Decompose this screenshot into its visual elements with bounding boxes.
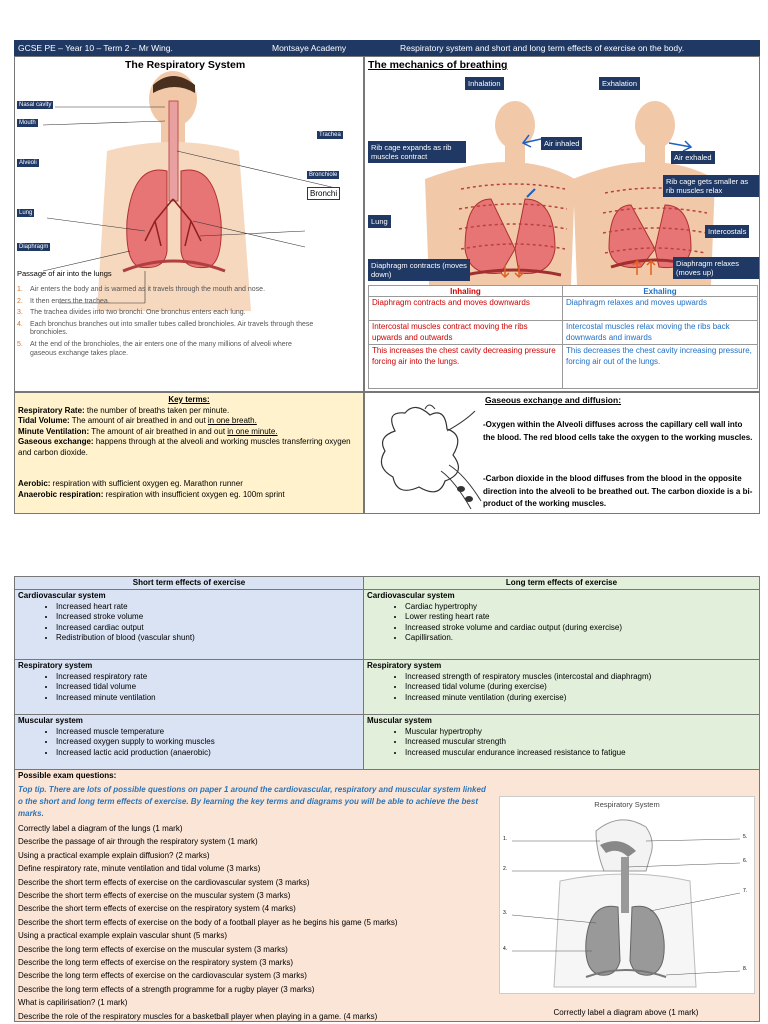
inhaling-cell: This increases the chest cavity decreasing pressure forcing air into the lungs. (368, 344, 563, 389)
exam-question: Using a practical example explain diffusion? (2 marks) (18, 850, 210, 860)
gaseous-panel (364, 392, 760, 514)
term-respiratory-rate: Respiratory Rate: the number of breaths taken per minute. (18, 405, 230, 415)
effect-item: • Increased stroke volume and cardiac output (during exercise) (405, 623, 756, 634)
inhalation-label: Inhalation (465, 77, 504, 90)
exam-question: Describe the role of the respiratory muscles for a basketball player when playing in a game. (4 marks) (18, 1011, 378, 1021)
term-minute-ventilation: Minute Ventilation: The amount of air breathed in and out in one minute. (18, 426, 278, 436)
exam-title: Possible exam questions: (18, 771, 117, 780)
effect-item: • Increased respiratory rate (56, 672, 360, 683)
label-nasal-cavity: Nasal cavity (19, 102, 52, 108)
effect-item: • Capillirsation. (405, 633, 756, 644)
exhaling-cell: Diaphragm relaxes and moves upwards (562, 296, 758, 321)
mechanics-panel (364, 56, 760, 392)
exam-question: Describe the short term effects of exercise on the body of a football player as he begins his game (5 marks) (18, 917, 398, 927)
label-rib-expands: Rib cage expands as rib muscles contract (368, 141, 466, 163)
label-mouth: Mouth (19, 120, 36, 126)
effect-item: • Increased strength of respiratory muscles (intercostal and diaphragm) (405, 672, 756, 683)
passage-step: 1. Air enters the body and is warmed as it travels through the mouth and nose. (17, 286, 266, 293)
diagram-number: 5. (743, 834, 748, 840)
inhaling-header: Inhaling (368, 285, 563, 297)
exam-question: Using a practical example explain vascular shunt (5 marks) (18, 931, 227, 941)
gaseous-co2: -Carbon dioxide in the blood diffuses from the blood in the opposite direction into the alveoli to be breathed out. The carbon dioxide is a bi-product of the working muscles. (483, 474, 753, 508)
effect-item: • Increased stroke volume (56, 612, 360, 623)
exam-question: Describe the short term effects of exercise on the cardiovascular system (3 marks) (18, 877, 310, 887)
blank-lungs-svg (500, 811, 754, 991)
gaseous-title: Gaseous exchange and diffusion: (485, 395, 622, 405)
label-lung-mech: Lung (368, 215, 391, 228)
inhaling-cell: Diaphragm contracts and moves downwards (368, 296, 563, 321)
passage-step: 5. At the end of the bronchioles, the air enters one of the many millions of alveoli where gaseous exchange takes place. (17, 340, 292, 357)
short-cardio (14, 589, 364, 660)
label-trachea: Trachea (319, 132, 341, 138)
effect-item: • Increased muscular endurance increased resistance to fatigue (405, 748, 756, 759)
system-title: Cardiovascular system (367, 591, 455, 600)
effect-item: • Increased heart rate (56, 602, 360, 613)
long-muscular (363, 714, 760, 770)
diagram-number: 2. (503, 866, 508, 872)
exam-question: Define respiratory rate, minute ventilation and tidal volume (3 marks) (18, 864, 261, 874)
term-anaerobic: Anaerobic respiration: respiration with insufficient oxygen eg. 100m sprint (18, 489, 285, 499)
term-aerobic: Aerobic: respiration with sufficient oxygen eg. Marathon runner (18, 479, 243, 488)
effect-item: • Increased minute ventilation (during exercise) (405, 693, 756, 704)
diagram-number: 7. (743, 888, 748, 894)
alveoli-diagram (375, 401, 483, 511)
header-topic: Respiratory system and short and long term effects of exercise on the body. (400, 43, 685, 53)
gaseous-oxygen: -Oxygen within the Alveoli diffuses across the capillary cell wall into the blood. The red blood cells take the oxygen to the working muscles. (483, 420, 753, 442)
exam-question: Describe the short term effects of exercise on the respiratory system (4 marks) (18, 904, 296, 914)
system-title: Cardiovascular system (18, 591, 106, 600)
exam-question: Describe the long term effects of a strength programme for a rugby player (3 marks) (18, 984, 315, 994)
exam-question: Describe the passage of air through the respiratory system (1 mark) (18, 837, 258, 847)
passage-step: 4. Each bronchus branches out into smaller tubes called bronchioles. Air travels through these bronchioles. (17, 320, 314, 337)
effect-item: • Redistribution of blood (vascular shunt) (56, 633, 360, 644)
effect-item: • Muscular hypertrophy (405, 727, 756, 738)
exam-questions (18, 822, 503, 1023)
short-respiratory (14, 659, 364, 715)
exam-question: Describe the long term effects of exercise on the respiratory system (3 marks) (18, 958, 294, 968)
effect-item: • Increased lactic acid production (anaerobic) (56, 748, 360, 759)
system-title: Muscular system (367, 716, 432, 725)
term-tidal-volume: Tidal Volume: The amount of air breathed in and out in one breath. (18, 416, 257, 425)
long-term-header: Long term effects of exercise (363, 576, 760, 590)
blank-diagram (499, 796, 755, 994)
long-respiratory (363, 659, 760, 715)
effect-item: • Increased oxygen supply to working muscles (56, 737, 360, 748)
system-title: Respiratory system (367, 661, 442, 670)
passage-title: Passage of air into the lungs (17, 269, 112, 278)
mechanics-title: The mechanics of breathing (368, 59, 508, 71)
header-school: Montsaye Academy (272, 43, 347, 53)
diagram-number: 3. (503, 910, 508, 916)
header-bar (14, 40, 760, 56)
respiratory-title: The Respiratory System (125, 59, 246, 71)
effect-item: • Increased tidal volume (56, 682, 360, 693)
label-diaphragm: Diaphragm (19, 244, 49, 250)
header-left: GCSE PE – Year 10 – Term 2 – Mr Wing. (18, 43, 173, 53)
term-gaseous-exchange: Gaseous exchange: happens through at the alveoli and working muscles transferring oxygen and carbon dioxide. (18, 437, 351, 457)
exam-question: Correctly label a diagram of the lungs (1 mark) (18, 824, 183, 833)
system-title: Muscular system (18, 716, 83, 725)
label-air-inhaled: Air inhaled (541, 137, 582, 150)
short-term-header: Short term effects of exercise (14, 576, 364, 590)
diagram-number: 1. (503, 836, 508, 842)
passage-step: 2. It then enters the trachea. (17, 297, 110, 305)
diagram-number: 8. (743, 966, 748, 972)
label-air-exhaled: Air exhaled (671, 151, 715, 164)
exhalation-label: Exhalation (599, 77, 640, 90)
effect-item: • Cardiac hypertrophy (405, 602, 756, 613)
effect-item: • Lower resting heart rate (405, 612, 756, 623)
diagram-number: 4. (503, 946, 508, 952)
passage-steps (17, 286, 317, 358)
exam-question: Describe the long term effects of exercise on the muscular system (3 marks) (18, 944, 288, 954)
blank-diagram-title: Respiratory System (594, 800, 660, 809)
effect-item: • Increased tidal volume (during exercise) (405, 682, 756, 693)
exam-question: Describe the long term effects of exercise on the cardiovascular system (3 marks) (18, 971, 307, 981)
exam-tip: Top tip. There are lots of possible questions on paper 1 around the cardiovascular, respiratory and muscular system linked o the short and long term effects of exercise. By learning the key terms and diagrams you will be able to achieve the best marks. (18, 785, 486, 818)
key-terms-panel (14, 392, 364, 514)
key-terms-title: Key terms: (168, 395, 210, 404)
label-intercostals: Intercostals (705, 225, 749, 238)
exhaling-cell: Intercostal muscles relax moving the ribs back downwards and inwards (562, 320, 758, 345)
exam-question: What is capilirisation? (1 mark) (18, 998, 128, 1008)
label-lung: Lung (19, 210, 33, 216)
label-alveoli: Alveoli (19, 160, 37, 166)
exhaling-cell: This decreases the chest cavity increasing pressure, forcing air out of the lungs. (562, 344, 758, 389)
short-muscular (14, 714, 364, 770)
long-cardio (363, 589, 760, 660)
diagram-caption: Correctly label a diagram above (1 mark) (553, 1008, 699, 1017)
inhaling-cell: Intercostal muscles contract moving the ribs upwards and outwards (368, 320, 563, 345)
diagram-number: 6. (743, 858, 748, 864)
label-bronchiole: Bronchiole (309, 172, 338, 178)
label-rib-smaller: Rib cage gets smaller as rib muscles relax (663, 175, 759, 197)
effect-item: • Increased minute ventilation (56, 693, 360, 704)
effect-item: • Increased muscular strength (405, 737, 756, 748)
effect-item: • Increased cardiac output (56, 623, 360, 634)
exam-panel (14, 769, 760, 1022)
label-diaphragm-relaxes: Diaphragm relaxes (moves up) (673, 257, 759, 279)
label-bronchi: Bronchi (307, 187, 340, 200)
respiratory-panel (14, 56, 364, 392)
exhaling-header: Exhaling (562, 285, 758, 297)
effect-item: • Increased muscle temperature (56, 727, 360, 738)
exam-question: Describe the short term effects of exercise on the muscular system (3 marks) (18, 891, 291, 901)
label-diaphragm-contracts: Diaphragm contracts (moves down) (368, 259, 470, 281)
passage-step: 3. The trachea divides into two bronchi. One bronchus enters each lung. (17, 309, 246, 317)
system-title: Respiratory system (18, 661, 93, 670)
